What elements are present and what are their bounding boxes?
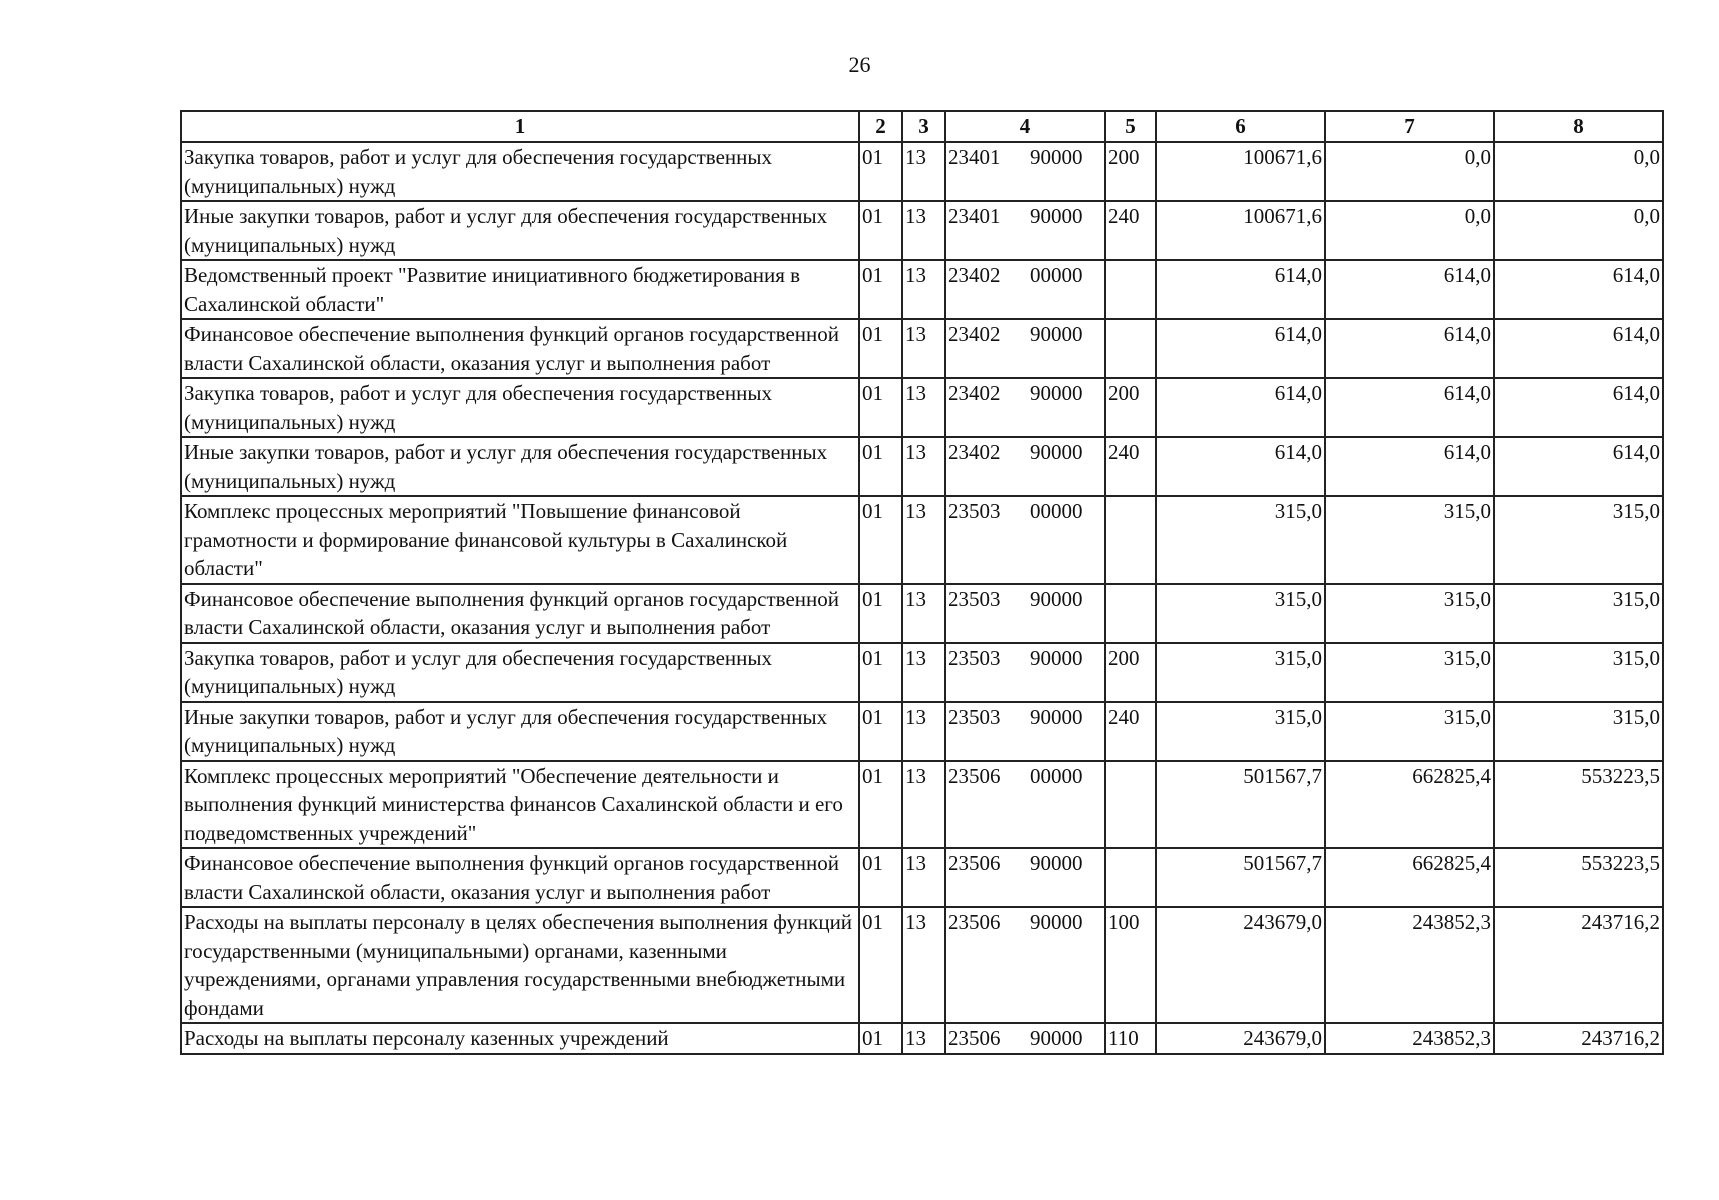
subsection-code: 13 (902, 378, 945, 437)
amount-col6: 315,0 (1156, 643, 1325, 702)
program-code-part2: 90000 (1030, 586, 1083, 611)
amount-col7: 315,0 (1325, 496, 1494, 584)
expense-type-code: 240 (1105, 201, 1156, 260)
amount-col6: 614,0 (1156, 260, 1325, 319)
header-cell: 8 (1494, 111, 1663, 142)
program-code (945, 643, 1105, 702)
amount-col6: 501567,7 (1156, 848, 1325, 907)
amount-col6: 614,0 (1156, 378, 1325, 437)
expense-type-code: 110 (1105, 1023, 1156, 1054)
section-code: 01 (859, 378, 902, 437)
expense-type-code: 200 (1105, 378, 1156, 437)
amount-col8: 553223,5 (1494, 761, 1663, 849)
table-row (181, 643, 1663, 702)
amount-col8: 614,0 (1494, 260, 1663, 319)
header-cell: 2 (859, 111, 902, 142)
table-row (181, 1023, 1663, 1054)
program-code (945, 437, 1105, 496)
amount-col7: 0,0 (1325, 142, 1494, 201)
header-cell: 6 (1156, 111, 1325, 142)
row-name: Иные закупки товаров, работ и услуг для обеспечения государственных (муниципальных) нужд (181, 437, 859, 496)
section-code: 01 (859, 907, 902, 1023)
row-name: Комплекс процессных мероприятий "Обеспечение деятельности и выполнения функций министерства финансов Сахалинской области и его подведомственных учреждений" (181, 761, 859, 849)
section-code: 01 (859, 643, 902, 702)
program-code-part2: 90000 (1030, 704, 1083, 729)
amount-col6: 315,0 (1156, 496, 1325, 584)
amount-col6: 100671,6 (1156, 142, 1325, 201)
program-code-part2: 90000 (1030, 145, 1083, 169)
amount-col7: 614,0 (1325, 378, 1494, 437)
table-row (181, 142, 1663, 201)
program-code-part1: 23402 (948, 263, 1001, 287)
amount-col7: 243852,3 (1325, 907, 1494, 1023)
section-code: 01 (859, 437, 902, 496)
budget-table (180, 110, 1664, 1055)
row-name: Финансовое обеспечение выполнения функций органов государственной власти Сахалинской области, оказания услуг и выполнения работ (181, 319, 859, 378)
expense-type-code (1105, 319, 1156, 378)
row-name: Закупка товаров, работ и услуг для обеспечения государственных (муниципальных) нужд (181, 643, 859, 702)
program-code (945, 702, 1105, 761)
program-code-part2: 90000 (1030, 645, 1083, 670)
row-name: Ведомственный проект "Развитие инициативного бюджетирования в Сахалинской области" (181, 260, 859, 319)
section-code: 01 (859, 201, 902, 260)
program-code-part1: 23506 (948, 763, 1001, 788)
subsection-code: 13 (902, 1023, 945, 1054)
program-code-part1: 23506 (948, 910, 1001, 934)
header-cell: 7 (1325, 111, 1494, 142)
table-row (181, 761, 1663, 849)
program-code-part2: 00000 (1030, 499, 1083, 523)
program-code-part2: 90000 (1030, 381, 1083, 405)
row-name: Закупка товаров, работ и услуг для обеспечения государственных (муниципальных) нужд (181, 378, 859, 437)
subsection-code: 13 (902, 142, 945, 201)
amount-col7: 243852,3 (1325, 1023, 1494, 1054)
program-code-part2: 00000 (1030, 263, 1083, 287)
subsection-code: 13 (902, 848, 945, 907)
expense-type-code (1105, 584, 1156, 643)
section-code: 01 (859, 584, 902, 643)
amount-col7: 614,0 (1325, 319, 1494, 378)
row-name: Финансовое обеспечение выполнения функций органов государственной власти Сахалинской области, оказания услуг и выполнения работ (181, 848, 859, 907)
amount-col6: 100671,6 (1156, 201, 1325, 260)
table-row (181, 437, 1663, 496)
amount-col7: 614,0 (1325, 437, 1494, 496)
amount-col7: 662825,4 (1325, 848, 1494, 907)
amount-col7: 662825,4 (1325, 761, 1494, 849)
program-code-part2: 90000 (1030, 910, 1083, 934)
amount-col6: 243679,0 (1156, 1023, 1325, 1054)
amount-col7: 614,0 (1325, 260, 1494, 319)
row-name: Иные закупки товаров, работ и услуг для обеспечения государственных (муниципальных) нужд (181, 702, 859, 761)
program-code-part2: 90000 (1030, 1026, 1083, 1050)
program-code (945, 761, 1105, 849)
subsection-code: 13 (902, 496, 945, 584)
amount-col8: 243716,2 (1494, 1023, 1663, 1054)
row-name: Комплекс процессных мероприятий "Повышение финансовой грамотности и формирование финансовой культуры в Сахалинской области" (181, 496, 859, 584)
program-code (945, 496, 1105, 584)
program-code-part1: 23503 (948, 586, 1001, 611)
program-code-part1: 23503 (948, 645, 1001, 670)
expense-type-code: 240 (1105, 702, 1156, 761)
table-row (181, 584, 1663, 643)
program-code-part2: 90000 (1030, 204, 1083, 228)
table-row (181, 848, 1663, 907)
subsection-code: 13 (902, 907, 945, 1023)
amount-col7: 315,0 (1325, 584, 1494, 643)
expense-type-code: 100 (1105, 907, 1156, 1023)
amount-col8: 243716,2 (1494, 907, 1663, 1023)
page-number: 26 (848, 52, 871, 77)
subsection-code: 13 (902, 584, 945, 643)
amount-col6: 614,0 (1156, 437, 1325, 496)
amount-col8: 614,0 (1494, 437, 1663, 496)
header-row (181, 111, 1663, 142)
amount-col6: 614,0 (1156, 319, 1325, 378)
program-code (945, 907, 1105, 1023)
header-cell: 5 (1105, 111, 1156, 142)
subsection-code: 13 (902, 761, 945, 849)
expense-type-code: 200 (1105, 142, 1156, 201)
header-cell: 3 (902, 111, 945, 142)
program-code (945, 319, 1105, 378)
subsection-code: 13 (902, 319, 945, 378)
table-row (181, 702, 1663, 761)
program-code (945, 142, 1105, 201)
amount-col8: 614,0 (1494, 319, 1663, 378)
table-row (181, 378, 1663, 437)
program-code-part1: 23402 (948, 440, 1001, 464)
program-code (945, 260, 1105, 319)
program-code-part1: 23503 (948, 704, 1001, 729)
program-code-part1: 23402 (948, 381, 1001, 405)
section-code: 01 (859, 848, 902, 907)
amount-col8: 553223,5 (1494, 848, 1663, 907)
amount-col6: 501567,7 (1156, 761, 1325, 849)
program-code (945, 584, 1105, 643)
subsection-code: 13 (902, 643, 945, 702)
table-row (181, 260, 1663, 319)
program-code-part2: 90000 (1030, 851, 1083, 875)
amount-col6: 315,0 (1156, 584, 1325, 643)
section-code: 01 (859, 496, 902, 584)
program-code-part1: 23506 (948, 851, 1001, 875)
row-name: Иные закупки товаров, работ и услуг для обеспечения государственных (муниципальных) нужд (181, 201, 859, 260)
section-code: 01 (859, 319, 902, 378)
section-code: 01 (859, 260, 902, 319)
amount-col8: 315,0 (1494, 496, 1663, 584)
table-row (181, 496, 1663, 584)
amount-col8: 315,0 (1494, 584, 1663, 643)
row-name: Финансовое обеспечение выполнения функций органов государственной власти Сахалинской области, оказания услуг и выполнения работ (181, 584, 859, 643)
program-code-part1: 23401 (948, 204, 1001, 228)
program-code-part1: 23401 (948, 145, 1001, 169)
amount-col8: 614,0 (1494, 378, 1663, 437)
amount-col7: 0,0 (1325, 201, 1494, 260)
program-code-part1: 23503 (948, 499, 1001, 523)
program-code-part1: 23402 (948, 322, 1001, 346)
amount-col8: 315,0 (1494, 643, 1663, 702)
subsection-code: 13 (902, 702, 945, 761)
row-name: Расходы на выплаты персоналу в целях обеспечения выполнения функций государственными (муниципальными) органами, казенными учреждениями, органами управления государственными внебюджетными фондами (181, 907, 859, 1023)
table-row (181, 201, 1663, 260)
section-code: 01 (859, 142, 902, 201)
expense-type-code: 240 (1105, 437, 1156, 496)
row-name: Закупка товаров, работ и услуг для обеспечения государственных (муниципальных) нужд (181, 142, 859, 201)
row-name: Расходы на выплаты персоналу казенных учреждений (181, 1023, 859, 1054)
expense-type-code (1105, 848, 1156, 907)
subsection-code: 13 (902, 437, 945, 496)
section-code: 01 (859, 761, 902, 849)
amount-col7: 315,0 (1325, 702, 1494, 761)
subsection-code: 13 (902, 201, 945, 260)
program-code-part2: 90000 (1030, 440, 1083, 464)
amount-col6: 315,0 (1156, 702, 1325, 761)
program-code-part1: 23506 (948, 1026, 1001, 1050)
expense-type-code (1105, 761, 1156, 849)
program-code (945, 201, 1105, 260)
table-row (181, 907, 1663, 1023)
header-cell: 4 (945, 111, 1105, 142)
subsection-code: 13 (902, 260, 945, 319)
amount-col7: 315,0 (1325, 643, 1494, 702)
program-code (945, 378, 1105, 437)
program-code-part2: 00000 (1030, 763, 1083, 788)
program-code (945, 848, 1105, 907)
table-row (181, 319, 1663, 378)
expense-type-code (1105, 260, 1156, 319)
expense-type-code: 200 (1105, 643, 1156, 702)
expense-type-code (1105, 496, 1156, 584)
section-code: 01 (859, 1023, 902, 1054)
program-code (945, 1023, 1105, 1054)
header-cell: 1 (181, 111, 859, 142)
amount-col6: 243679,0 (1156, 907, 1325, 1023)
amount-col8: 0,0 (1494, 201, 1663, 260)
section-code: 01 (859, 702, 902, 761)
program-code-part2: 90000 (1030, 322, 1083, 346)
amount-col8: 0,0 (1494, 142, 1663, 201)
amount-col8: 315,0 (1494, 702, 1663, 761)
